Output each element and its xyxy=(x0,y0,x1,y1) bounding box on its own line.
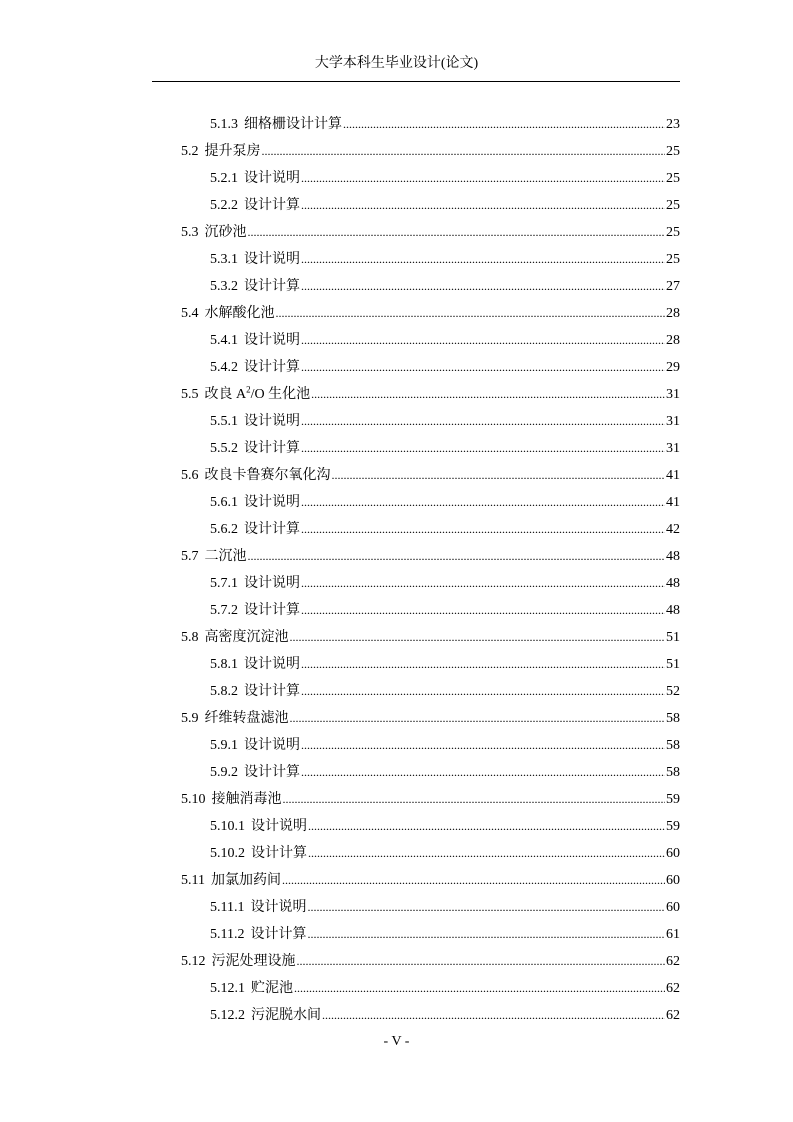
toc-page-number: 61 xyxy=(666,927,680,942)
toc-page-number: 31 xyxy=(666,387,680,402)
toc-leader-dots xyxy=(248,219,666,246)
toc-entry[interactable] xyxy=(210,1002,680,1029)
toc-number: 5.8.2 xyxy=(210,684,238,699)
toc-number: 5.9.2 xyxy=(210,765,238,780)
toc-page-number: 23 xyxy=(666,117,680,132)
toc-title: 设计计算 xyxy=(250,927,307,942)
toc-page-number: 58 xyxy=(666,711,680,726)
toc-leader-dots xyxy=(307,921,665,948)
toc-leader-dots xyxy=(301,408,665,435)
toc-leader-dots xyxy=(301,759,665,786)
toc-page-number: 41 xyxy=(666,468,680,483)
toc-number: 5.6 xyxy=(181,468,199,483)
toc-leader-dots xyxy=(283,786,666,813)
toc-entry[interactable] xyxy=(181,219,680,246)
toc-title: 设计说明 xyxy=(244,657,300,672)
toc-leader-dots xyxy=(301,678,665,705)
toc-title: 接触消毒池 xyxy=(211,792,282,807)
toc-page-number: 60 xyxy=(666,900,680,915)
toc-page-number: 28 xyxy=(666,306,680,321)
toc-number: 5.4 xyxy=(181,306,199,321)
toc-entry[interactable] xyxy=(210,327,680,354)
toc-entry[interactable] xyxy=(210,840,680,867)
toc-entry[interactable] xyxy=(210,354,680,381)
toc-title: 沉砂池 xyxy=(204,225,247,240)
toc-entry[interactable] xyxy=(210,408,680,435)
toc-page-number: 51 xyxy=(666,657,680,672)
toc-page-number: 58 xyxy=(666,738,680,753)
toc-number: 5.12.1 xyxy=(210,981,245,996)
toc-page-number: 51 xyxy=(666,630,680,645)
toc-number: 5.11.2 xyxy=(210,927,245,942)
toc-page-number: 42 xyxy=(666,522,680,537)
toc-entry[interactable] xyxy=(210,921,680,948)
toc-number: 5.7 xyxy=(181,549,199,564)
toc-page-number: 62 xyxy=(666,954,680,969)
toc-number: 5.1.3 xyxy=(210,117,238,132)
toc-leader-dots xyxy=(343,111,665,138)
toc-title: 提升泵房 xyxy=(204,144,261,159)
toc-number: 5.10.1 xyxy=(210,819,245,834)
toc-page-number: 48 xyxy=(666,576,680,591)
toc-title: 高密度沉淀池 xyxy=(204,630,289,645)
toc-title-part: 改良 A xyxy=(204,387,247,402)
toc-entry[interactable] xyxy=(181,381,680,408)
toc-title: 污泥处理设施 xyxy=(211,954,296,969)
toc-entry[interactable] xyxy=(210,975,680,1002)
toc-title: 纤维转盘滤池 xyxy=(204,711,289,726)
toc-title: 设计说明 xyxy=(250,900,307,915)
toc-title xyxy=(205,381,311,408)
toc-entry[interactable] xyxy=(181,138,680,165)
toc-number: 5.3 xyxy=(181,225,199,240)
toc-page-number: 48 xyxy=(666,603,680,618)
toc-leader-dots xyxy=(311,381,665,408)
toc-title: 设计计算 xyxy=(244,765,300,780)
toc-leader-dots xyxy=(308,840,665,867)
toc-number: 5.7.1 xyxy=(210,576,238,591)
header-rule xyxy=(152,81,680,82)
toc-leader-dots xyxy=(301,570,665,597)
toc-leader-dots xyxy=(301,192,665,219)
toc-number: 5.6.2 xyxy=(210,522,238,537)
toc-title: 设计计算 xyxy=(244,684,300,699)
toc-page-number: 27 xyxy=(666,279,680,294)
toc-leader-dots xyxy=(301,273,665,300)
toc-leader-dots xyxy=(301,489,665,516)
toc-title: 设计说明 xyxy=(244,576,300,591)
toc-entry[interactable] xyxy=(210,516,680,543)
toc-entry[interactable] xyxy=(210,894,680,921)
toc-page-number: 62 xyxy=(666,981,680,996)
toc-number: 5.11 xyxy=(181,873,205,888)
toc-entry[interactable] xyxy=(210,759,680,786)
toc-title: 改良卡鲁赛尔氧化沟 xyxy=(204,468,331,483)
toc-entry[interactable] xyxy=(181,300,680,327)
toc-page-number: 58 xyxy=(666,765,680,780)
toc-title: 污泥脱水间 xyxy=(251,1008,321,1023)
toc-number: 5.10 xyxy=(181,792,206,807)
toc-leader-dots xyxy=(262,138,666,165)
toc-page-number: 31 xyxy=(666,441,680,456)
toc-page-number: 52 xyxy=(666,684,680,699)
toc-leader-dots xyxy=(301,327,665,354)
toc-number: 5.12.2 xyxy=(210,1008,245,1023)
toc-entry[interactable] xyxy=(181,948,680,975)
toc-title: 细格栅设计计算 xyxy=(244,117,342,132)
toc-number: 5.4.1 xyxy=(210,333,238,348)
toc-title: 水解酸化池 xyxy=(204,306,275,321)
toc-page-number: 25 xyxy=(666,225,680,240)
toc-number: 5.3.2 xyxy=(210,279,238,294)
toc-title: 设计计算 xyxy=(251,846,307,861)
toc-number: 5.2 xyxy=(181,144,199,159)
toc-page-number: 25 xyxy=(666,252,680,267)
toc-title: 设计说明 xyxy=(244,171,300,186)
toc-title: 设计计算 xyxy=(244,441,300,456)
page-header: 大学本科生毕业设计(论文) xyxy=(314,56,479,71)
toc-entry[interactable] xyxy=(210,435,680,462)
toc-leader-dots xyxy=(282,867,665,894)
toc-number: 5.9.1 xyxy=(210,738,238,753)
toc-title: 设计说明 xyxy=(244,252,300,267)
toc-number: 5.8.1 xyxy=(210,657,238,672)
toc-entry[interactable] xyxy=(181,624,680,651)
toc-leader-dots xyxy=(301,354,665,381)
toc-number: 5.5.1 xyxy=(210,414,238,429)
toc-number: 5.2.1 xyxy=(210,171,238,186)
toc-page-number: 31 xyxy=(666,414,680,429)
toc-page-number: 59 xyxy=(666,792,680,807)
toc-title: 设计计算 xyxy=(244,522,300,537)
toc-entry[interactable] xyxy=(181,705,680,732)
toc-entry[interactable] xyxy=(210,489,680,516)
toc-leader-dots xyxy=(301,651,665,678)
toc-leader-dots xyxy=(307,894,665,921)
toc-leader-dots xyxy=(248,543,666,570)
toc-entry[interactable] xyxy=(210,165,680,192)
toc-number: 5.12 xyxy=(181,954,206,969)
toc-title: 设计计算 xyxy=(244,603,300,618)
toc-leader-dots xyxy=(301,246,665,273)
toc-page-number: 60 xyxy=(666,873,680,888)
toc-entry[interactable] xyxy=(181,867,680,894)
toc-number: 5.4.2 xyxy=(210,360,238,375)
toc-page-number: 25 xyxy=(666,171,680,186)
toc-entry[interactable] xyxy=(181,786,680,813)
toc-leader-dots xyxy=(301,516,665,543)
toc-leader-dots xyxy=(301,435,665,462)
toc-leader-dots xyxy=(301,732,665,759)
toc-number: 5.9 xyxy=(181,711,199,726)
toc-number: 5.8 xyxy=(181,630,199,645)
toc-entry[interactable] xyxy=(181,543,680,570)
toc-page-number: 60 xyxy=(666,846,680,861)
toc-title: 设计计算 xyxy=(244,279,300,294)
toc-page-number: 28 xyxy=(666,333,680,348)
toc-number: 5.11.1 xyxy=(210,900,245,915)
toc-leader-dots xyxy=(297,948,666,975)
toc-number: 5.5 xyxy=(181,387,199,402)
toc-leader-dots xyxy=(301,165,665,192)
toc-page-number: 48 xyxy=(666,549,680,564)
toc-title: 设计说明 xyxy=(251,819,307,834)
toc-title: 二沉池 xyxy=(204,549,247,564)
toc-leader-dots xyxy=(301,597,665,624)
toc-page-number: 25 xyxy=(666,144,680,159)
superscript: 2 xyxy=(246,384,251,395)
toc-entry[interactable] xyxy=(210,111,680,138)
toc-entry[interactable] xyxy=(210,813,680,840)
toc-title: 设计说明 xyxy=(244,333,300,348)
toc-page-number: 25 xyxy=(666,198,680,213)
toc-entry[interactable] xyxy=(210,732,680,759)
toc-title: 设计计算 xyxy=(244,360,300,375)
toc-title-part: /O 生化池 xyxy=(250,387,311,402)
toc-title: 设计说明 xyxy=(244,738,300,753)
toc-number: 5.2.2 xyxy=(210,198,238,213)
toc-title: 贮泥池 xyxy=(251,981,293,996)
toc-entry[interactable] xyxy=(210,246,680,273)
toc-entry[interactable] xyxy=(210,192,680,219)
toc-number: 5.7.2 xyxy=(210,603,238,618)
toc-entry[interactable] xyxy=(210,651,680,678)
page-number-footer: - V - xyxy=(383,1034,410,1049)
toc-leader-dots xyxy=(290,705,666,732)
toc-page-number: 41 xyxy=(666,495,680,510)
toc-page-number: 29 xyxy=(666,360,680,375)
toc-leader-dots xyxy=(308,813,665,840)
toc-number: 5.5.2 xyxy=(210,441,238,456)
toc-page-number: 62 xyxy=(666,1008,680,1023)
toc-number: 5.6.1 xyxy=(210,495,238,510)
toc-entry[interactable] xyxy=(210,597,680,624)
toc-page-number: 59 xyxy=(666,819,680,834)
toc-leader-dots xyxy=(276,300,666,327)
toc-leader-dots xyxy=(294,975,665,1002)
toc-leader-dots xyxy=(322,1002,665,1029)
toc-entry[interactable] xyxy=(210,678,680,705)
toc-number: 5.10.2 xyxy=(210,846,245,861)
toc-entry[interactable] xyxy=(210,570,680,597)
toc-title: 加氯加药间 xyxy=(210,873,281,888)
toc-title: 设计计算 xyxy=(244,198,300,213)
toc-number: 5.3.1 xyxy=(210,252,238,267)
toc-leader-dots xyxy=(332,462,666,489)
toc-entry[interactable] xyxy=(181,462,680,489)
toc-title: 设计说明 xyxy=(244,495,300,510)
toc-leader-dots xyxy=(290,624,666,651)
toc-title: 设计说明 xyxy=(244,414,300,429)
toc-entry[interactable] xyxy=(210,273,680,300)
